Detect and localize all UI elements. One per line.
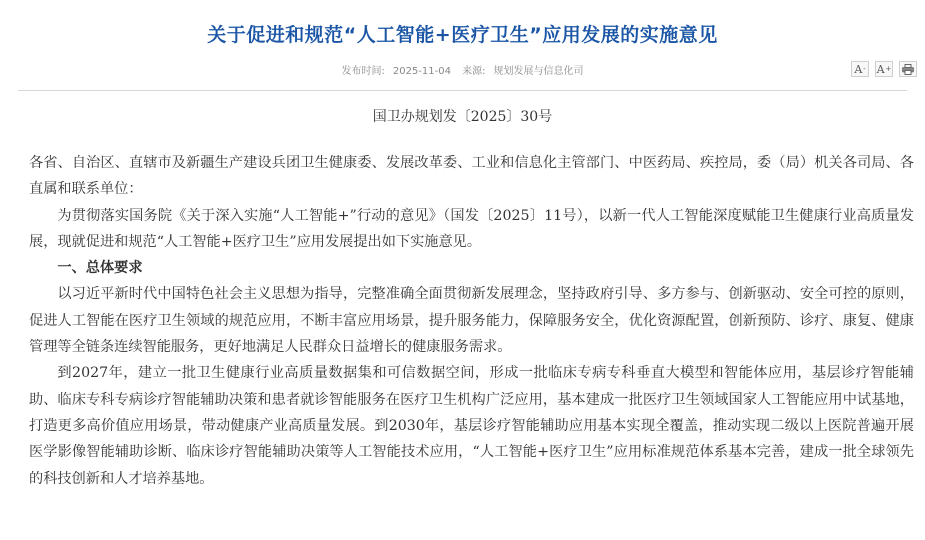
article-meta: [0, 62, 925, 77]
publish-date: 2025-11-04: [392, 66, 451, 77]
font-smaller-mark: -: [863, 65, 866, 73]
intro-paragraph: 为贯彻落实国务院《关于深入实施“人工智能+”行动的意见》（国发〔2025〕11号），以新一代人工智能深度赋能卫生健康行业高质量发展，现就促进和规范“人工智能+医疗卫生”应用发展提出如下实施意见。: [29, 207, 914, 250]
font-larger-label: A: [876, 62, 885, 76]
document-number: 国卫办规划发〔2025〕30号: [372, 109, 553, 125]
print-button[interactable]: [899, 61, 917, 77]
printer-icon: [902, 64, 914, 75]
source-value: 规划发展与信息化司: [493, 66, 584, 77]
salutation: 各省、自治区、直辖市及新疆生产建设兵团卫生健康委、发展改革委、工业和信息化主管部门、中医药局、疾控局，委（局）机关各司局、各直属和联系单位：: [29, 155, 914, 198]
body-paragraph: 到2027年，建立一批卫生健康行业高质量数据集和可信数据空间，形成一批临床专病专科垂直大模型和智能体应用，基层诊疗智能辅助、临床专科专病诊疗智能辅助决策和患者就诊智能服务在医疗卫生机构广泛应用，基本建成一批医疗卫生领域国家人工智能应用中试基地，打造更多高价值应用场景，带动健康产业高质量发展。到2030年，基层诊疗智能辅助应用基本实现全覆盖，推动实现二级以上医院普遍开展医学影像智能辅助诊断、临床诊疗智能辅助决策等人工智能技术应用，“人工智能+医疗卫生”应用标准规范体系基本完善，建成一批全球领先的科技创新和人才培养基地。: [29, 365, 914, 487]
header-divider: [18, 90, 907, 91]
article-body: [29, 150, 914, 492]
font-larger-mark: +: [885, 65, 892, 73]
section-heading: 一、总体要求: [57, 260, 143, 277]
source-label: 来源:: [462, 66, 486, 77]
font-smaller-label: A: [854, 62, 863, 76]
page-title: 关于促进和规范“人工智能+医疗卫生”应用发展的实施意见: [207, 24, 718, 46]
article-toolbar: [851, 61, 917, 77]
font-smaller-button[interactable]: [851, 61, 869, 77]
publish-date-label: 发布时间:: [341, 66, 385, 77]
font-larger-button[interactable]: [875, 61, 893, 77]
body-paragraph: 以习近平新时代中国特色社会主义思想为指导，完整准确全面贯彻新发展理念，坚持政府引导、多方参与、创新驱动、安全可控的原则，促进人工智能在医疗卫生领域的规范应用，不断丰富应用场景，提升服务能力，保障服务安全，优化资源配置，创新预防、诊疗、康复、健康管理等全链条连续智能服务，更好地满足人民群众日益增长的健康服务需求。: [29, 286, 914, 356]
